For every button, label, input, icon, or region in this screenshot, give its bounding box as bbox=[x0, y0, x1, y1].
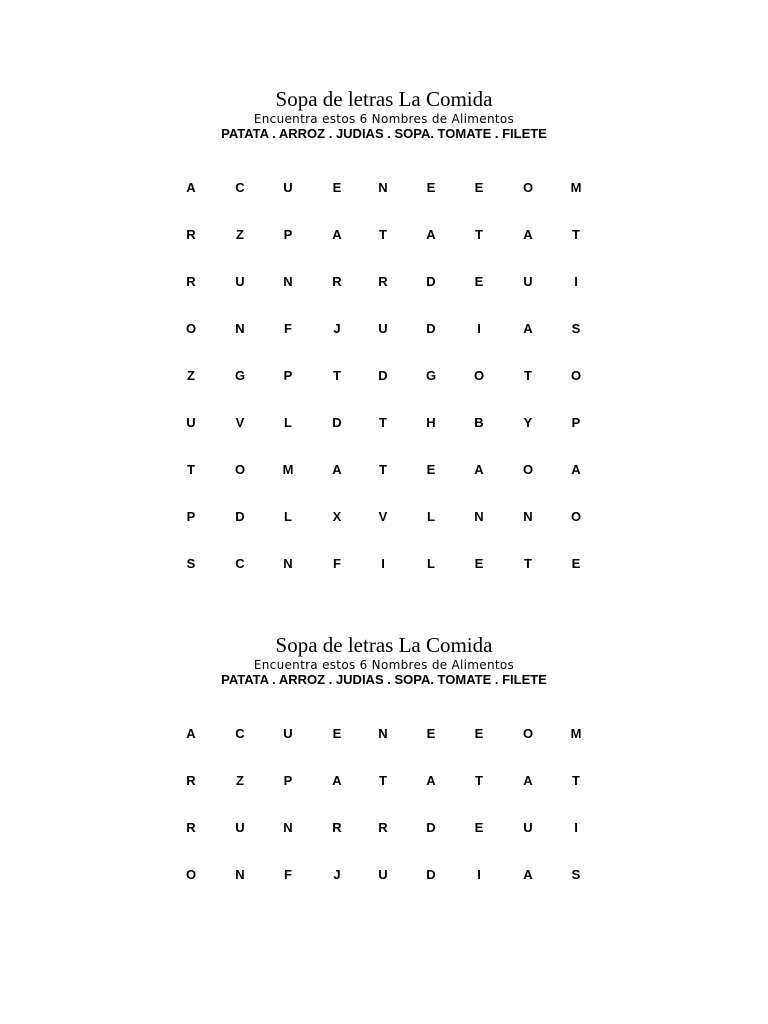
grid-letter: O bbox=[570, 509, 582, 524]
grid-letter: A bbox=[523, 227, 533, 242]
grid-letter: U bbox=[283, 180, 293, 195]
grid-letter: G bbox=[425, 368, 437, 383]
grid-letter: S bbox=[186, 556, 196, 571]
grid-letter: U bbox=[378, 321, 388, 336]
grid-letter: F bbox=[284, 321, 292, 336]
grid-letter: I bbox=[381, 556, 385, 571]
grid-letter: U bbox=[283, 726, 293, 741]
word-search-section bbox=[0, 632, 768, 882]
word-search-section bbox=[0, 86, 768, 571]
grid-letter: R bbox=[378, 274, 388, 289]
word-list: PATATA . ARROZ . JUDIAS . SOPA. TOMATE . FILETE bbox=[221, 126, 547, 141]
grid-letter: E bbox=[426, 180, 436, 195]
grid-letter: E bbox=[426, 462, 436, 477]
grid-letter: P bbox=[283, 368, 293, 383]
grid-letter: M bbox=[570, 726, 582, 741]
grid-letter: S bbox=[571, 867, 581, 882]
grid-letter: E bbox=[332, 726, 342, 741]
grid-letter: D bbox=[378, 368, 388, 383]
grid-letter: R bbox=[378, 820, 388, 835]
grid-letter: T bbox=[524, 368, 532, 383]
grid-letter: Z bbox=[236, 227, 244, 242]
grid-letter: E bbox=[474, 556, 484, 571]
grid-letter: E bbox=[474, 726, 484, 741]
grid-letter: N bbox=[378, 180, 388, 195]
grid-letter: P bbox=[283, 773, 293, 788]
grid-letter: L bbox=[427, 509, 435, 524]
grid-letter: L bbox=[284, 509, 292, 524]
grid-letter: P bbox=[283, 227, 293, 242]
grid-letter: F bbox=[333, 556, 341, 571]
puzzle-subtitle: Encuentra estos 6 Nombres de Alimentos bbox=[253, 658, 515, 672]
grid-letter: V bbox=[235, 415, 245, 430]
grid-row bbox=[0, 556, 768, 603]
grid-letter: O bbox=[522, 180, 534, 195]
grid-row bbox=[0, 509, 768, 556]
grid-letter: O bbox=[473, 368, 485, 383]
grid-letter: T bbox=[475, 227, 483, 242]
puzzle-subtitle: Encuentra estos 6 Nombres de Alimentos bbox=[253, 112, 515, 126]
grid-letter: A bbox=[332, 462, 342, 477]
grid-letter: T bbox=[379, 227, 387, 242]
grid-letter: F bbox=[284, 867, 292, 882]
grid-letter: A bbox=[426, 227, 436, 242]
grid-letter: E bbox=[474, 820, 484, 835]
grid-letter: D bbox=[426, 820, 436, 835]
grid-letter: N bbox=[283, 556, 293, 571]
grid-letter: V bbox=[378, 509, 388, 524]
grid-letter: O bbox=[234, 462, 246, 477]
grid-letter: U bbox=[378, 867, 388, 882]
grid-letter: P bbox=[186, 509, 196, 524]
grid-letter: T bbox=[379, 462, 387, 477]
grid-row bbox=[0, 462, 768, 509]
grid-letter: R bbox=[186, 274, 196, 289]
grid-letter: R bbox=[186, 227, 196, 242]
grid-letter: I bbox=[477, 321, 481, 336]
grid-letter: O bbox=[570, 368, 582, 383]
grid-letter: D bbox=[426, 867, 436, 882]
grid-letter: A bbox=[426, 773, 436, 788]
grid-letter: H bbox=[426, 415, 436, 430]
grid-letter: N bbox=[283, 820, 293, 835]
grid-letter: L bbox=[427, 556, 435, 571]
grid-row bbox=[0, 867, 768, 914]
grid-letter: N bbox=[235, 321, 245, 336]
grid-letter: N bbox=[235, 867, 245, 882]
grid-letter: O bbox=[522, 462, 534, 477]
grid-letter: D bbox=[426, 274, 436, 289]
grid-letter: U bbox=[523, 274, 533, 289]
grid-letter: U bbox=[186, 415, 196, 430]
grid-letter: M bbox=[282, 462, 294, 477]
grid-letter: U bbox=[523, 820, 533, 835]
grid-letter: A bbox=[571, 462, 581, 477]
grid-letter: N bbox=[283, 274, 293, 289]
grid-letter: T bbox=[379, 773, 387, 788]
grid-letter: A bbox=[186, 726, 196, 741]
grid-letter: C bbox=[235, 556, 245, 571]
grid-letter: E bbox=[332, 180, 342, 195]
grid-row bbox=[0, 227, 768, 274]
puzzle-title: Sopa de letras La Comida bbox=[275, 87, 493, 111]
grid-letter: E bbox=[474, 274, 484, 289]
grid-letter: D bbox=[332, 415, 342, 430]
grid-letter: B bbox=[474, 415, 484, 430]
grid-letter: J bbox=[333, 321, 341, 336]
grid-letter: E bbox=[571, 556, 581, 571]
grid-letter: U bbox=[235, 274, 245, 289]
grid-letter: T bbox=[572, 227, 580, 242]
grid-letter: N bbox=[378, 726, 388, 741]
grid-letter: A bbox=[332, 227, 342, 242]
grid-letter: T bbox=[572, 773, 580, 788]
grid-letter: G bbox=[234, 368, 246, 383]
grid-letter: R bbox=[186, 820, 196, 835]
grid-row bbox=[0, 773, 768, 820]
word-list: PATATA . ARROZ . JUDIAS . SOPA. TOMATE . FILETE bbox=[221, 672, 547, 687]
grid-letter: S bbox=[571, 321, 581, 336]
grid-letter: T bbox=[524, 556, 532, 571]
grid-letter: M bbox=[570, 180, 582, 195]
grid-letter: C bbox=[235, 180, 245, 195]
grid-letter: O bbox=[185, 321, 197, 336]
grid-letter: A bbox=[474, 462, 484, 477]
grid-row bbox=[0, 368, 768, 415]
letter-grid bbox=[0, 180, 768, 603]
grid-letter: A bbox=[523, 773, 533, 788]
grid-letter: T bbox=[187, 462, 195, 477]
grid-letter: C bbox=[235, 726, 245, 741]
grid-row bbox=[0, 820, 768, 867]
grid-letter: O bbox=[185, 867, 197, 882]
grid-letter: X bbox=[332, 509, 342, 524]
grid-letter: Y bbox=[523, 415, 533, 430]
grid-letter: R bbox=[332, 274, 342, 289]
grid-row bbox=[0, 180, 768, 227]
grid-letter: U bbox=[235, 820, 245, 835]
grid-letter: P bbox=[571, 415, 581, 430]
grid-letter: R bbox=[332, 820, 342, 835]
grid-letter: N bbox=[474, 509, 484, 524]
grid-letter: N bbox=[523, 509, 533, 524]
grid-letter: E bbox=[426, 726, 436, 741]
grid-letter: D bbox=[235, 509, 245, 524]
grid-letter: A bbox=[523, 321, 533, 336]
grid-letter: T bbox=[379, 415, 387, 430]
grid-letter: A bbox=[186, 180, 196, 195]
grid-letter: O bbox=[522, 726, 534, 741]
grid-letter: R bbox=[186, 773, 196, 788]
grid-letter: A bbox=[332, 773, 342, 788]
grid-row bbox=[0, 726, 768, 773]
grid-letter: Z bbox=[187, 368, 195, 383]
grid-letter: I bbox=[574, 820, 578, 835]
grid-letter: T bbox=[333, 368, 341, 383]
grid-row bbox=[0, 415, 768, 462]
grid-letter: D bbox=[426, 321, 436, 336]
grid-row bbox=[0, 321, 768, 368]
puzzle-title: Sopa de letras La Comida bbox=[275, 633, 493, 657]
grid-letter: Z bbox=[236, 773, 244, 788]
grid-row bbox=[0, 274, 768, 321]
grid-letter: L bbox=[284, 415, 292, 430]
letter-grid bbox=[0, 726, 768, 914]
grid-letter: T bbox=[475, 773, 483, 788]
grid-letter: E bbox=[474, 180, 484, 195]
grid-letter: J bbox=[333, 867, 341, 882]
grid-letter: I bbox=[574, 274, 578, 289]
grid-letter: A bbox=[523, 867, 533, 882]
grid-letter: I bbox=[477, 867, 481, 882]
